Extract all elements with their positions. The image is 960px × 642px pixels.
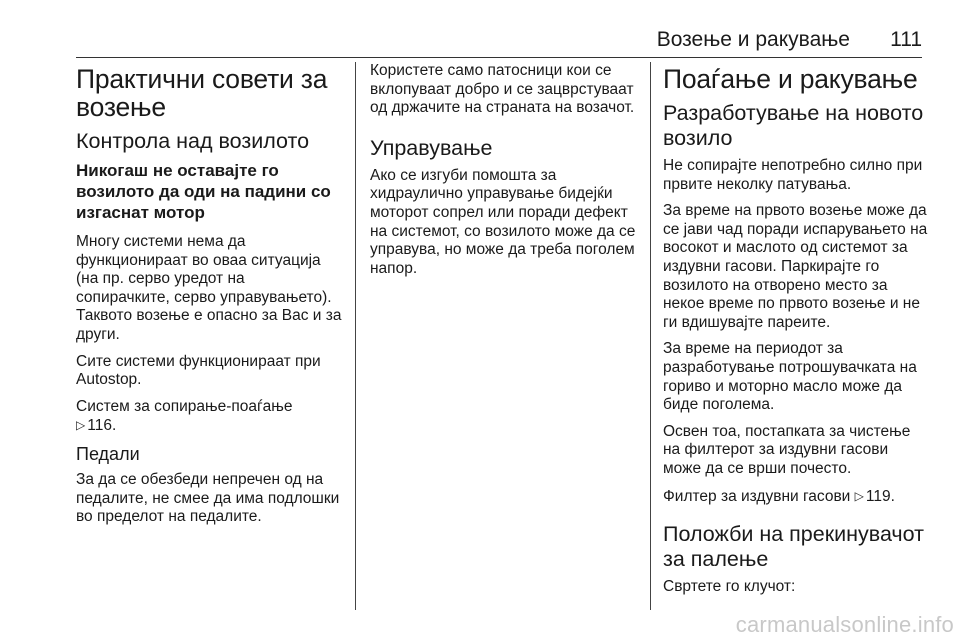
heading-starting-operating: Поаѓање и ракување <box>663 64 918 94</box>
arrow-right-icon: ▷ <box>76 418 86 433</box>
paragraph-braking: Не сопирајте непотребно силно при првите неколку патувања. <box>663 157 923 193</box>
paragraph-autostop: Сите системи функционираат при Autostop. <box>76 352 321 389</box>
paragraph-pedals: За да се обезбеди непречен од на педалите, не смее да има подлошки во пределот на педалите. <box>76 470 340 526</box>
paragraph-stop-start <box>76 398 342 436</box>
paragraph-smoke: За време на првото возење може да се јави чад поради испарувањето на восокот и маслото од системот за издувни гасови. Паркирајте го возилото на отворено место за некое време по првото возење и не ги вдишувајте пареите. <box>663 202 928 331</box>
exhaust-filter-text: Филтер за издувни гасови <box>663 487 851 505</box>
column-middle <box>370 62 636 286</box>
heading-driving-tips: Практични совети за возење <box>76 64 328 122</box>
heading-pedals: Педали <box>76 443 140 464</box>
paragraph-filter-cleaning: Освен тоа, постапката за чистење на филтерот за издувни гасови може да се врши почесто. <box>663 422 911 477</box>
heading-vehicle-control: Контрола над возилото <box>76 129 310 153</box>
heading-never-coast: Никогаш не оставајте го возилото да оди на падини со изгаснат мотор <box>76 161 331 222</box>
stop-start-text: Систем за сопирање-поаѓање <box>76 397 293 415</box>
heading-steering: Управување <box>370 135 493 160</box>
column-divider-1 <box>355 62 356 610</box>
arrow-right-icon: ▷ <box>854 488 864 503</box>
column-left <box>76 62 342 535</box>
header-divider <box>76 57 922 58</box>
paragraph-exhaust-filter <box>663 487 929 507</box>
heading-ignition-positions: Положби на прекинувачот за палење <box>663 522 924 572</box>
paragraph-floor-mats: Користете само патосници кои се вклопуваат добро и се зацврстуваат од држачите на страната на возачот. <box>370 62 635 117</box>
page-header <box>76 26 922 58</box>
page-number: 111 <box>890 28 922 51</box>
paragraph-turn-key: Свртете го клучот: <box>663 578 796 596</box>
paragraph-steering: Ако се изгуби помошта за хидраулично управување бидејќи моторот сопрел или поради дефект на системот, со возилото може да се управува, но може да треба поголем напор. <box>370 166 636 277</box>
column-divider-2 <box>650 62 651 610</box>
paragraph-consumption: За време на периодот за разработување потрошувачката на гориво и моторно масло може да биде поголема. <box>663 340 917 414</box>
page-reference-link[interactable]: 116. <box>87 417 117 435</box>
column-right <box>663 62 929 605</box>
heading-running-in: Разработување на новото возило <box>663 101 924 150</box>
page-reference-link[interactable]: 119. <box>865 487 895 505</box>
section-title: Возење и ракување <box>656 28 850 51</box>
watermark: carmanualsonline.info <box>735 612 954 637</box>
paragraph-systems: Многу системи нема да функционираат во оваа ситуација (на пр. серво уредот на сопирачките, серво управувањето). Таквото возење е опасно за Вас и за други. <box>76 233 342 343</box>
